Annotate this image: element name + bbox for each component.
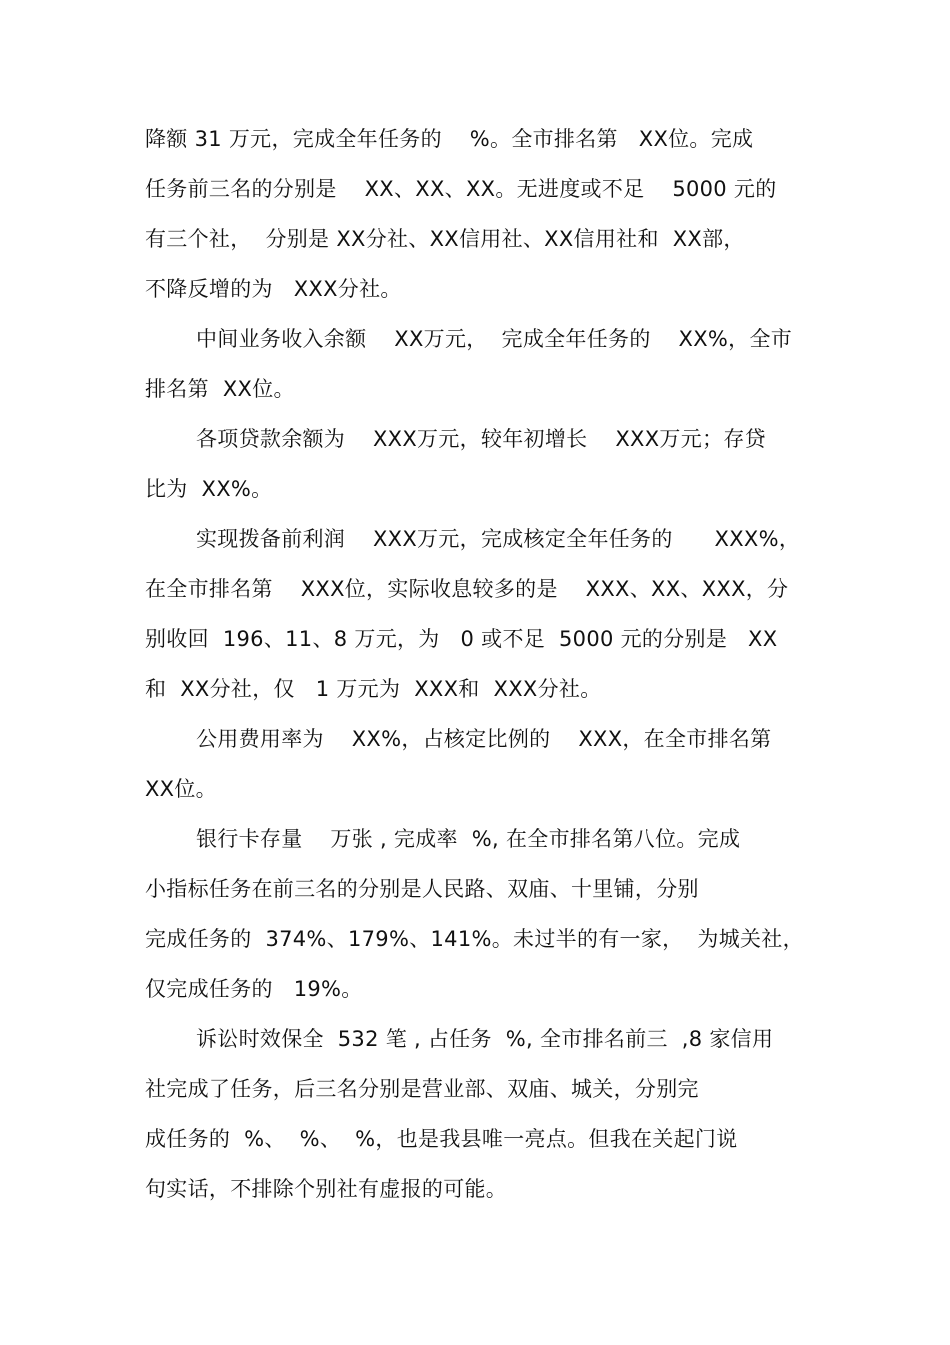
paragraph-line: 小指标任务在前三名的分别是人民路、双庙、十里铺，分别 <box>145 877 699 901</box>
paragraph-line: XX位。 <box>145 777 217 801</box>
paragraph-line: 社完成了任务，后三名分别是营业部、双庙、城关，分别完 <box>145 1077 699 1101</box>
paragraph-line: 比为 XX%。 <box>145 477 273 501</box>
paragraph-line: 各项贷款余额为 XXX万元，较年初增长 XXX万元；存贷 <box>196 427 766 451</box>
paragraph-line: 公用费用率为 XX%，占核定比例的 XXX，在全市排名第 <box>196 727 772 751</box>
paragraph-line: 不降反增的为 XXX分社。 <box>145 277 402 301</box>
paragraph-line: 仅完成任务的 19%。 <box>145 977 363 1001</box>
paragraph-line: 在全市排名第 XXX位，实际收息较多的是 XXX、XX、XXX，分 <box>145 577 789 601</box>
paragraph-line: 银行卡存量 万张 , 完成率 %, 在全市排名第八位。完成 <box>196 827 741 851</box>
paragraph-line: 和 XX分社，仅 1 万元为 XXX和 XXX分社。 <box>145 677 602 701</box>
paragraph-line: 有三个社， 分别是 XX分社、XX信用社、XX信用社和 XX部， <box>145 227 745 251</box>
paragraph-line: 中间业务收入余额 XX万元， 完成全年任务的 XX%，全市 <box>196 327 793 351</box>
paragraph-line: 诉讼时效保全 532 笔 , 占任务 %, 全市排名前三 ,8 家信用 <box>196 1027 774 1051</box>
paragraph-line: 降额 31 万元，完成全年任务的 %。全市排名第 XX位。完成 <box>145 127 754 151</box>
paragraph-line: 句实话，不排除个别社有虚报的可能。 <box>145 1177 508 1201</box>
paragraph-line: 成任务的 %、 %、 %，也是我县唯一亮点。但我在关起门说 <box>145 1127 738 1151</box>
paragraph-line: 任务前三名的分别是 XX、XX、XX。无进度或不足 5000 元的 <box>145 177 777 201</box>
paragraph-line: 别收回 196、11、8 万元，为 0 或不足 5000 元的分别是 XX <box>145 627 778 651</box>
paragraph-line: 实现拨备前利润 XXX万元，完成核定全年任务的 XXX%， <box>196 527 801 551</box>
paragraph-line: 完成任务的 374%、179%、141%。未过半的有一家， 为城关社， <box>145 927 804 951</box>
paragraph-line: 排名第 XX位。 <box>145 377 295 401</box>
